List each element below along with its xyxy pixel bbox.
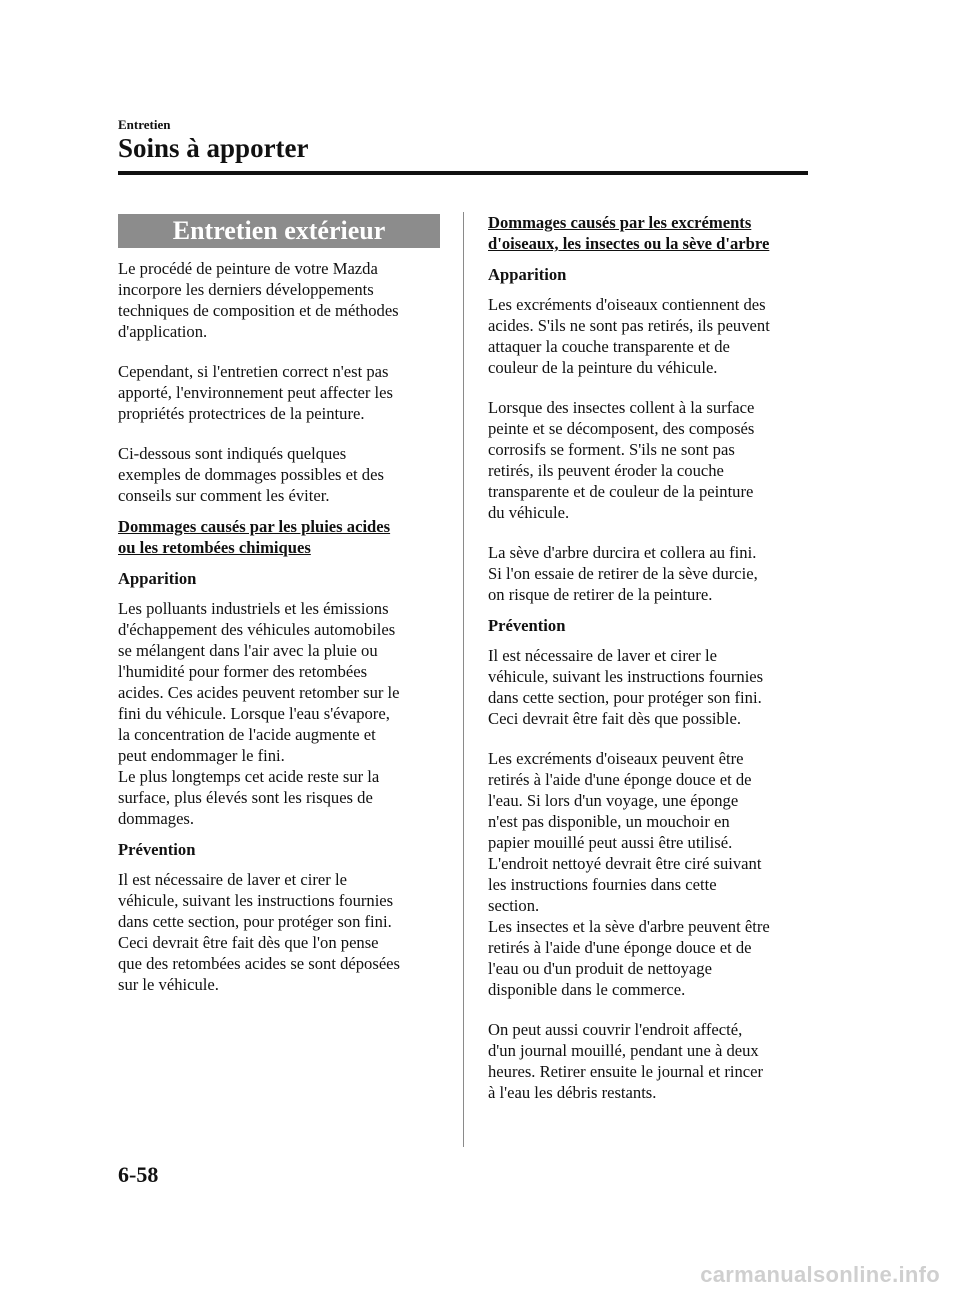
acid-rain-prevention-text: Il est nécessaire de laver et cirer le véhicule, suivant les instructions fournies dans cette section, pour protéger son fini. Ceci devrait être fait dès que l'on pense que des retombées acides se sont déposées sur le véhicule. (118, 870, 401, 994)
bird-prevention-paragraph-2: Les excréments d'oiseaux peuvent être retirés à l'aide d'une éponge douce et de l'eau. Si lors d'un voyage, une éponge n'est pas disponible, un mouchoir en papier mouillé peut aussi être utilisé. L'endroit nettoyé devrait être ciré suivant les instructions fournies dans cette section. Les insectes et la sève d'arbre peuvent être retirés à l'aide d'une éponge douce et de l'eau ou d'un produit de nettoyage disponible dans le commerce. (488, 749, 770, 999)
intro-paragraph-3: Ci-dessous sont indiqués quelques exemples de dommages possibles et des conseils sur comment les éviter. (118, 444, 384, 505)
acid-rain-heading: Dommages causés par les pluies acides ou les retombées chimiques (118, 517, 391, 557)
bird-apparition-label: Apparition (488, 265, 567, 284)
bird-insect-sap-heading: Dommages causés par les excréments d'oiseaux, les insectes ou la sève d'arbre (488, 213, 770, 253)
page-title: Soins à apporter (118, 133, 309, 163)
column-divider (463, 212, 464, 1147)
bird-apparition-paragraph-1: Les excréments d'oiseaux contiennent des acides. S'ils ne sont pas retirés, ils peuvent attaquer la couche transparente et de couleur de la peinture du véhicule. (488, 295, 770, 377)
right-column (488, 212, 810, 1122)
section-label: Entretien (118, 117, 171, 132)
bird-prevention-label: Prévention (488, 616, 566, 635)
intro-paragraph-1: Le procédé de peinture de votre Mazda incorpore les derniers développements techniques de composition et de méthodes d'application. (118, 259, 399, 341)
bird-prevention-paragraph-1: Il est nécessaire de laver et cirer le véhicule, suivant les instructions fournies dans cette section, pour protéger son fini. Ceci devrait être fait dès que possible. (488, 646, 764, 728)
site-watermark: carmanualsonline.info (700, 1262, 940, 1287)
page-number: 6-58 (118, 1162, 159, 1187)
bird-prevention-paragraph-3: On peut aussi couvrir l'endroit affecté, d'un journal mouillé, pendant une à deux heures. Retirer ensuite le journal et rincer à l'eau les débris restants. (488, 1020, 764, 1102)
left-column (118, 214, 440, 1014)
acid-rain-apparition-label: Apparition (118, 569, 197, 588)
bird-apparition-paragraph-2: Lorsque des insectes collent à la surface peinte et se décomposent, des composés corrosifs se forment. S'ils ne sont pas retirés, ils peuvent éroder la couche transparente et de couleur de la peinture du véhicule. (488, 398, 755, 522)
title-rule (118, 171, 808, 175)
acid-rain-apparition-text: Les polluants industriels et les émissions d'échappement des véhicules automobiles se mélangent dans l'air avec la pluie ou l'humidité pour former des retombées acides. Ces acides peuvent retomber sur le fini du véhicule. Lorsque l'eau s'évapore, la concentration de l'acide augmente et peut endommager le fini. Le plus longtemps cet acide reste sur la surface, plus élevés sont les risques de dommages. (118, 599, 400, 828)
section-banner: Entretien extérieur (118, 214, 440, 248)
intro-paragraph-2: Cependant, si l'entretien correct n'est pas apporté, l'environnement peut affecter les propriétés protectrices de la peinture. (118, 362, 393, 423)
acid-rain-prevention-label: Prévention (118, 840, 196, 859)
bird-apparition-paragraph-3: La sève d'arbre durcira et collera au fini. Si l'on essaie de retirer de la sève durcie, on risque de retirer de la peinture. (488, 543, 758, 604)
